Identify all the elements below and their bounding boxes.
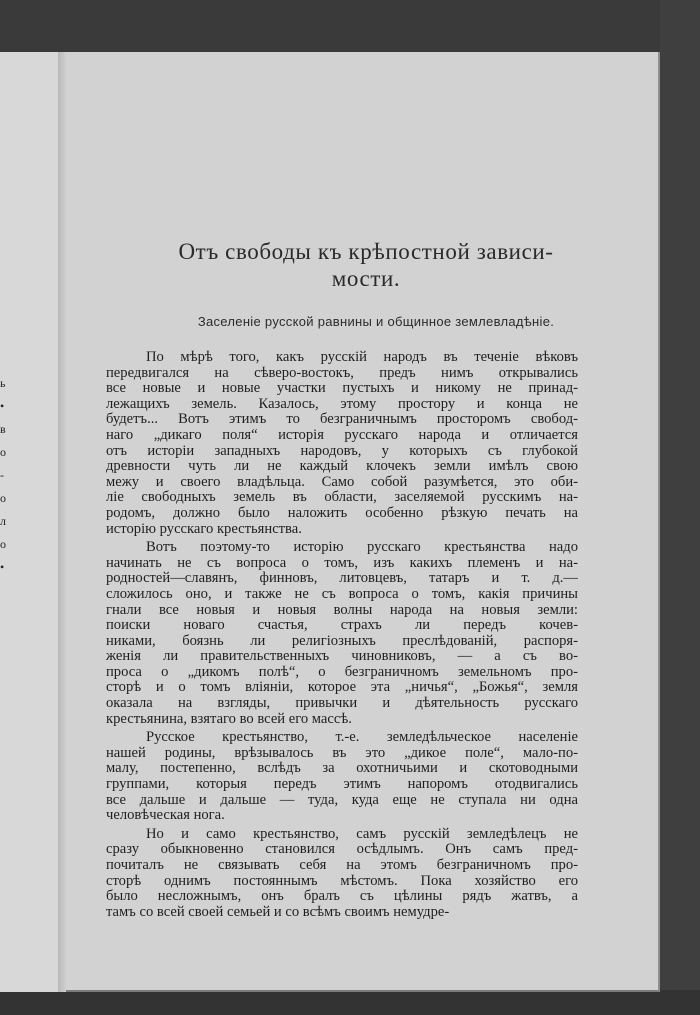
left-page-edge-char: о [0,537,6,551]
text-line: гнали все новыя и новыя волны народа на новыя земли: [106,602,578,618]
text-line: Но и само крестьянство, самъ русскій земледѣлецъ не [146,826,578,842]
text-line: Вотъ поэтому-то исторію русскаго крестьянства надо [146,540,578,556]
chapter-title-line: мости. [331,266,401,291]
book-page [66,52,660,992]
text-line: человѣческая нога. [106,808,225,824]
text-line: почиталъ не связывать себя на этомъ безграничномъ про- [106,858,578,873]
left-page-edge-char: - [0,468,4,482]
left-page-edge-char: • [0,560,5,574]
text-line: родностей—славянъ, финновъ, литовцевъ, татаръ и т. д.— [106,571,578,587]
paragraph [106,540,578,727]
paragraph [106,350,578,537]
paragraph [106,730,578,824]
text-line: нашей родины, врѣзывалось въ это „дикое поле“, мало-по- [106,745,578,761]
left-page-edge-char: л [0,514,6,528]
left-page-edge-char: о [0,445,6,459]
left-page-edge-char: в [0,422,6,436]
text-line: передвигался на сѣверо-востокъ, предъ нимъ открывались [106,365,578,381]
text-line: ліе свободныхъ земель въ области, заселяемой русскимъ на- [106,490,578,506]
text-line: наго „дикаго поля“ исторія русскаго народа и отличается [106,427,578,443]
scan-background-right [660,0,700,1015]
text-line: никами, боязнь ли религіозныхъ преслѣдованій, распоря- [106,633,578,649]
chapter-subtitle: Заселеніе русской равнины и общинное землевладѣніе. [197,314,555,329]
text-line: сразу обыкновенно становился осѣдлымъ. Онъ самъ пред- [106,842,578,858]
left-page-edge-text [0,372,10,579]
left-page-edge-char: • [0,399,5,413]
text-line: По мѣрѣ того, какъ русскій народъ въ теченіе вѣковъ [146,350,578,365]
text-line: лежащихъ земель. Казалось, этому простору и конца не [106,396,578,412]
left-page-edge-char: о [0,491,6,505]
text-line: межу и своего владѣльца. Само собой разумѣется, это оби- [106,474,578,490]
text-line: сторѣ однимъ постояннымъ мѣстомъ. Пока хозяйство его [106,873,578,889]
scan-background-bottom [0,990,700,1015]
chapter-title [106,238,626,292]
left-facing-page [0,52,60,992]
left-page-edge-char: ь [0,376,6,390]
text-line: отъ исторіи западныхъ народовъ, у которыхъ съ глубокой [106,443,578,459]
text-line: исторію русскаго крестьянства. [106,521,302,537]
text-line: все новые и новые участки пустыхъ и никому не принад- [106,381,578,397]
text-line: будетъ... Вотъ этимъ то безграничнымъ просторомъ свобод- [106,412,578,428]
text-line: сторѣ и о томъ вліяніи, которое эта „ничья“, „Божья“, земля [106,680,578,696]
text-line: начинать не съ вопроса о томъ, изъ какихъ племенъ и на- [106,555,578,571]
text-line: все дальше и дальше — туда, куда еще не ступала ни одна [106,792,578,808]
book-gutter [58,52,66,992]
text-line: было несложнымъ, онъ бралъ съ цѣлины рядъ жатвъ, а [106,889,578,905]
text-line: группами, которыя передъ этимъ напоромъ отодвигались [106,777,578,793]
text-line: древности чуть ли не каждый клочекъ земли имѣлъ свою [106,459,578,475]
text-line: поиски новаго счастья, страхъ ли передъ кочев- [106,618,578,634]
text-line: родомъ, должно было наложить особенно рѣзкую печать на [106,505,578,521]
text-line: крестьянина, взятаго во всей его массѣ. [106,711,352,727]
text-line: проса о „дикомъ полѣ“, о безграничномъ земельномъ про- [106,664,578,680]
scan-background-top [0,0,700,52]
chapter-title-line: Отъ свободы къ крѣпостной зависи- [178,239,554,264]
text-line: оказала на взгляды, привычки и дѣятельность русскаго [106,696,578,712]
text-line: тамъ со всей своей семьей и со всѣмъ своимъ немудре- [106,904,450,920]
text-line: Русское крестьянство, т.-е. земледѣльческое населеніе [146,730,578,746]
text-line: сложилось оно, и также не съ вопроса о томъ, какія причины [106,586,578,602]
text-line: женія ли правительственныхъ чиновниковъ, — а съ во- [106,649,578,665]
paragraph [106,827,578,921]
text-line: малу, постепенно, вслѣдъ за охотничьими и скотоводными [106,761,578,777]
body-text [106,350,578,923]
